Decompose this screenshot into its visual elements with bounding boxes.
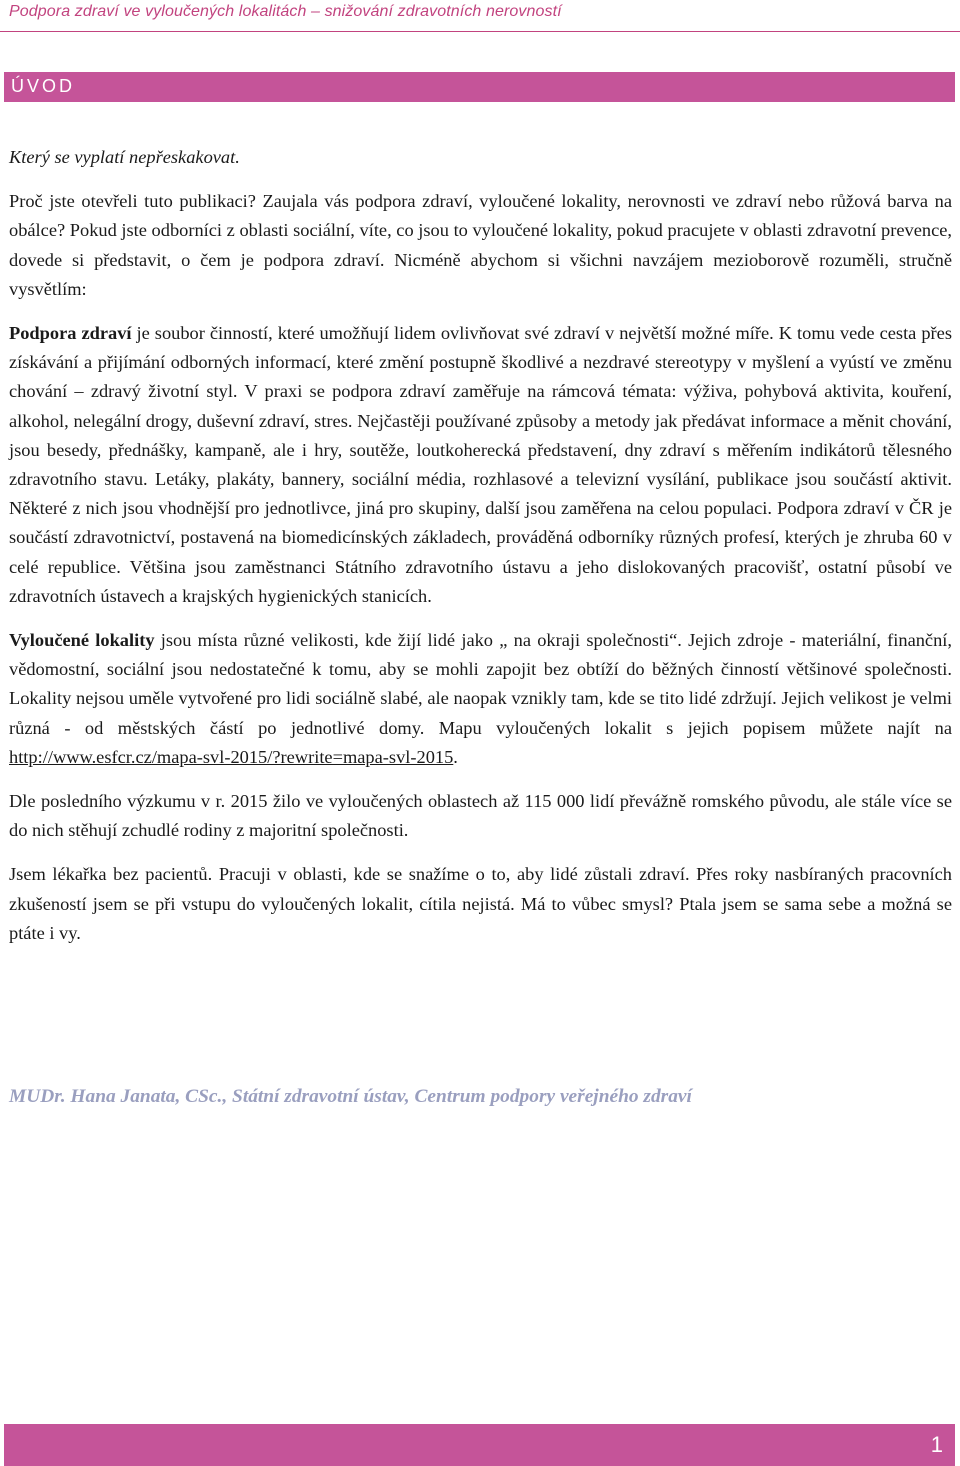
header-rule <box>0 31 960 32</box>
paragraph-research: Dle posledního výzkumu v r. 2015 žilo ve vyloučených oblastech až 115 000 lidí převážně romského původu, ale stále více se do nich stěhují zchudlé rodiny z majoritní společnosti. <box>9 791 952 841</box>
paragraph-excluded-localities-text: jsou místa různé velikosti, kde žijí lidé jako „ na okraji společnosti“. Jejich zdroje - materiální, finanční, vědomostní, sociální jsou nedostatečné k tomu, aby se mohli zapojit bez obtíží do běžných činností většinové společnosti. Lokality nejsou uměle vytvořené pro lidi sociálně slabé, ale naopak vznikly tam, kde se tito lidé zdržují. Jejich velikost je velmi různá - od městských částí po jednotlivé domy. Mapu vyloučených lokalit s jejich popisem můžete najít na <box>9 630 953 738</box>
author-signature: MUDr. Hana Janata, CSc., Státní zdravotní ústav, Centrum podpory veřejného zdraví <box>9 1086 692 1107</box>
paragraph-personal: Jsem lékařka bez pacientů. Pracuji v oblasti, kde se snažíme o to, aby lidé zůstali zdraví. Přes roky nasbíraných pracovních zkušeností jsem se při vstupu do vyloučených lokalit, cítila nejistá. Má to vůbec smysl? Ptala jsem se sama sebe a možná se ptáte i vy. <box>9 864 952 943</box>
section-bar <box>4 72 955 102</box>
page-number: 1 <box>930 1432 943 1457</box>
paragraph-health-promotion-text: je soubor činností, které umožňují lidem ovlivňovat své zdraví v největší možné míře. K tomu vede cesta přes získávání a přijímání odborných informací, které změní postupně škodlivé a nezdravé stereotypy v myšlení a vyústí ve změnu chování – zdravý životní styl. V praxi se podpora zdraví zaměřuje na rámcová témata: výživa, pohybová aktivita, kouření, alkohol, nelegální drogy, duševní zdraví, stres. Nejčastěji používané způsoby a metody jak předávat informace a měnit chování, jsou besedy, přednášky, kampaně, ale i hry, soutěže, loutkoherecká představení, dny zdraví s měřením indikátorů tělesného zdravotního stavu. Letáky, plakáty, bannery, sociální média, rozhlasové a televizní vysílání, publikace jsou součástí aktivit. Některé z nich jsou vhodnější pro jednotlivce, jiná pro skupiny, další jsou zaměřena na celou populaci. Podpora zdraví v ČR je součástí zdravotnictví, postavená na biomedicínských základech, prováděná odborníky různých profesí, kterých je zhruba 60 v celé republice. Většina jsou zaměstnanci Státního zdravotního ústavu a jeho dislokovaných pracovišť, ostatní působí ve zdravotních ústavech a krajských hygienických stanicích. <box>9 323 952 606</box>
paragraph-excluded-localities-end: . <box>453 746 458 767</box>
term-excluded-localities: Vyloučené lokality <box>9 630 155 651</box>
footer-bar <box>4 1424 955 1466</box>
running-header: Podpora zdraví ve vyloučených lokalitách – snižování zdravotních nerovností <box>9 3 562 20</box>
tagline: Který se vyplatí nepřeskakovat. <box>9 147 240 167</box>
map-link[interactable]: http://www.esfcr.cz/mapa-svl-2015/?rewrite=mapa-svl-2015 <box>9 746 454 767</box>
section-title: ÚVOD <box>11 76 76 96</box>
document-body <box>9 143 952 948</box>
paragraph-intro: Proč jste otevřeli tuto publikaci? Zaujala vás podpora zdraví, vyloučené lokality, nerovnosti ve zdraví nebo růžová barva na obálce? Pokud jste odborníci z oblasti sociální, víte, co jsou to vyloučené lokality, pokud pracujete v oblasti zdravotní prevence, dovede si představit, o čem je podpora zdraví. Nicméně abychom si všichni navzájem mezioborově rozuměli, stručně vysvětlím: <box>9 191 952 299</box>
paragraph-excluded-localities <box>9 626 952 772</box>
paragraph-health-promotion <box>9 319 952 611</box>
term-health-promotion: Podpora zdraví <box>9 323 132 344</box>
